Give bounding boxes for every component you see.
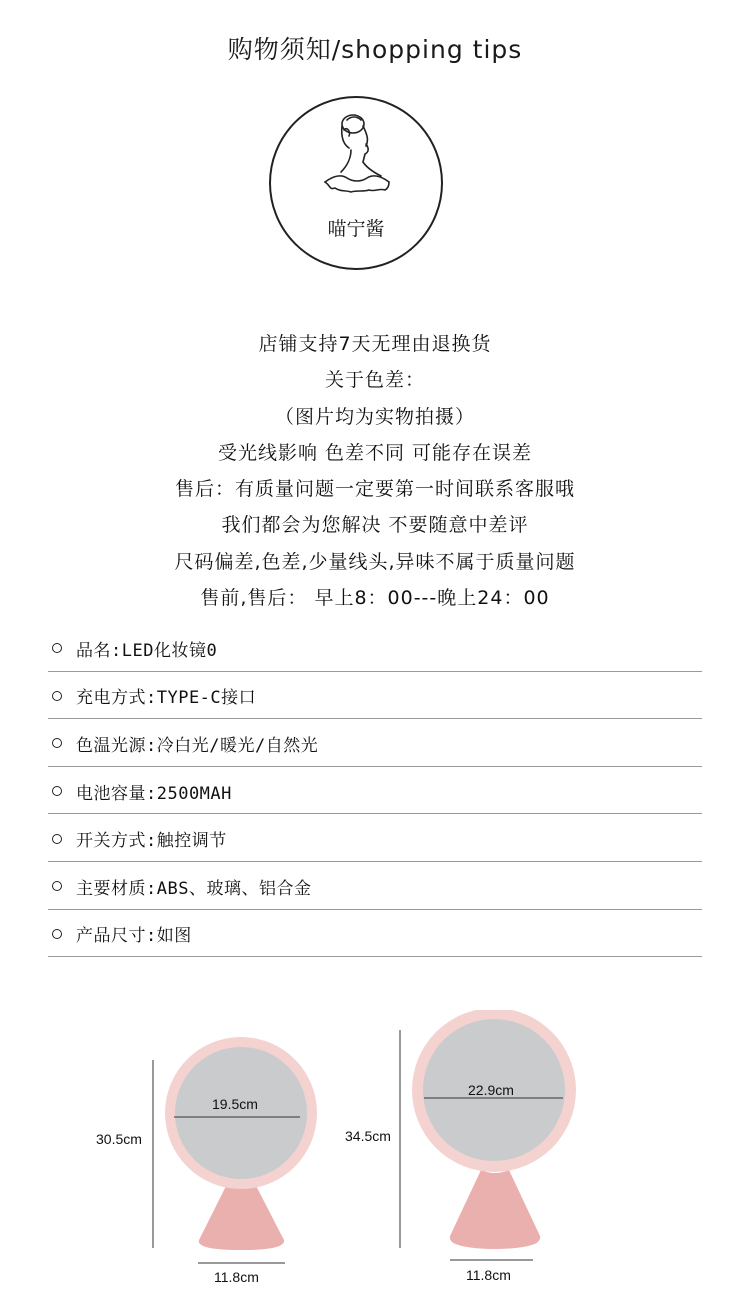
spec-text: 电池容量:2500MAH <box>76 783 232 804</box>
small-base-label: 11.8cm <box>214 1269 259 1285</box>
spec-text: 主要材质:ABS、玻璃、铝合金 <box>76 878 312 899</box>
woman-bust-icon <box>311 110 403 210</box>
mirror-stand-base <box>451 1231 539 1249</box>
notice-line: （图片均为实物拍摄） <box>274 405 475 428</box>
large-diameter-label: 22.9cm <box>468 1082 514 1098</box>
spec-row <box>48 862 702 910</box>
brand-name: 喵宁酱 <box>327 218 385 240</box>
spec-row <box>48 910 702 958</box>
notice-line: 售前,售后： 早上8：00---晚上24：00 <box>200 587 550 610</box>
spec-list <box>48 624 702 957</box>
spec-text: 色温光源:冷白光/暖光/自然光 <box>76 735 319 756</box>
spec-row <box>48 624 702 672</box>
bullet-icon <box>52 643 62 653</box>
mirror-glass <box>175 1047 307 1179</box>
spec-row <box>48 814 702 862</box>
mirror-illustrations <box>0 1010 750 1310</box>
bullet-icon <box>52 881 62 891</box>
bullet-icon <box>52 738 62 748</box>
page-title: 购物须知/shopping tips <box>227 35 523 64</box>
product-dimensions <box>0 1010 750 1310</box>
notice-line: 关于色差： <box>324 369 425 392</box>
mirror-stand-base <box>199 1234 283 1250</box>
brand-logo <box>269 96 443 270</box>
notice-line: 尺码偏差,色差,少量线头,异味不属于质量问题 <box>174 550 576 573</box>
notice-line: 售后：有质量问题一定要第一时间联系客服哦 <box>174 478 575 501</box>
large-base-label: 11.8cm <box>466 1267 511 1283</box>
shop-notice <box>0 326 750 616</box>
spec-text: 品名:LED化妆镜0 <box>76 640 218 661</box>
small-mirror-drawing <box>153 1037 317 1263</box>
spec-text: 开关方式:触控调节 <box>76 831 227 852</box>
notice-line: 店铺支持7天无理由退换货 <box>258 333 492 355</box>
spec-text: 充电方式:TYPE-C接口 <box>76 688 257 709</box>
notice-line: 受光线影响 色差不同 可能存在误差 <box>217 441 533 464</box>
spec-row <box>48 672 702 720</box>
large-height-label: 34.5cm <box>345 1128 391 1144</box>
bullet-icon <box>52 834 62 844</box>
small-height-label: 30.5cm <box>96 1131 142 1147</box>
large-mirror-drawing <box>400 1010 576 1260</box>
bullet-icon <box>52 786 62 796</box>
bullet-icon <box>52 691 62 701</box>
spec-row <box>48 719 702 767</box>
spec-text: 产品尺寸:如图 <box>76 926 192 947</box>
notice-line: 我们都会为您解决 不要随意中差评 <box>221 514 529 537</box>
small-diameter-label: 19.5cm <box>212 1096 258 1112</box>
bullet-icon <box>52 929 62 939</box>
spec-row <box>48 767 702 815</box>
